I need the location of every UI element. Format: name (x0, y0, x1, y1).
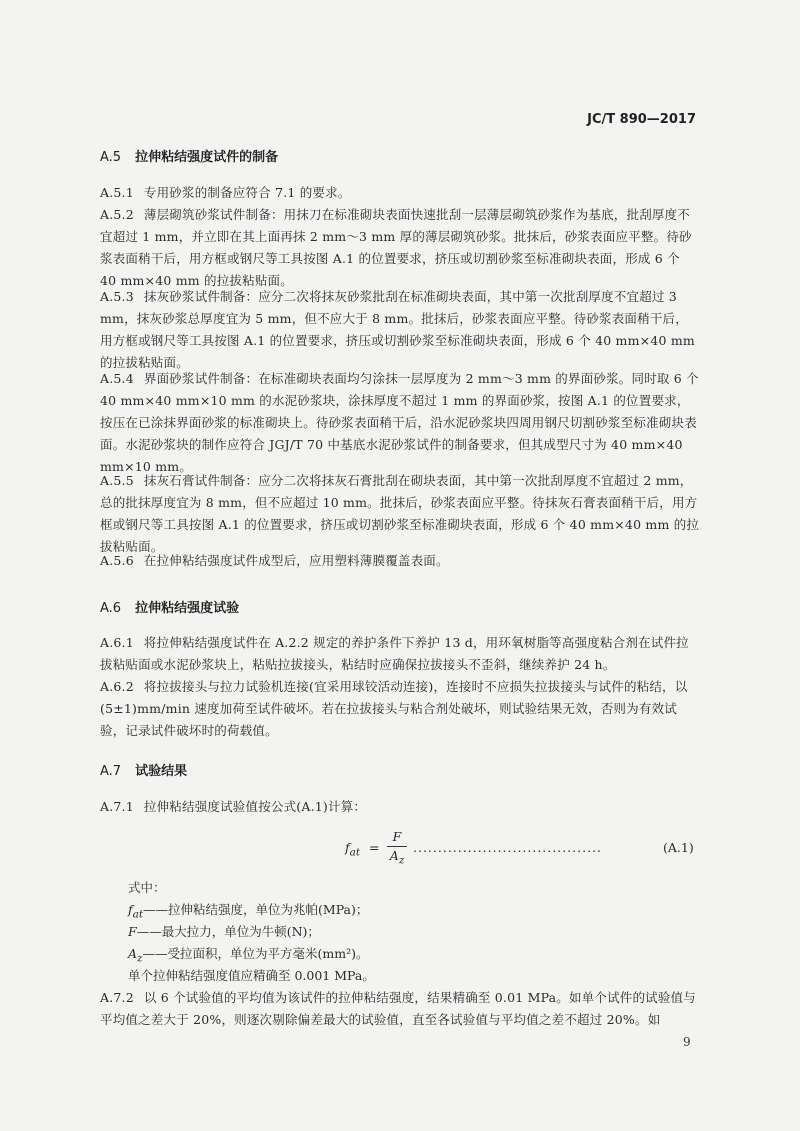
section-heading-a7 (100, 760, 187, 779)
clause-text: 专用砂浆的制备应符合 7.1 的要求。 (143, 185, 351, 200)
section-title: 拉伸粘结强度试件的制备 (135, 150, 279, 165)
clause-number: A.5.2 (100, 207, 134, 222)
formula-equals: = (369, 840, 380, 855)
clause-a7-1 (100, 796, 700, 818)
where-item-F: F——最大拉力，单位为牛顿(N)； (128, 924, 320, 939)
section-number: A.7 (100, 764, 122, 779)
section-heading-a5 (100, 146, 278, 165)
clause-number: A.7.1 (100, 799, 134, 814)
clause-text: 抹灰砂浆试件制备：应分二次将抹灰砂浆批刮在标准砌块表面，其中第一次批刮厚度不宜超过 3 mm，抹灰砂浆总厚度宜为 5 mm，但不应大于 8 mm。批抹后，砂浆表面应平整。待砂浆表面稍干后，用方框或钢尺等工具按图 A.1 的位置要求，挤压或切割砂浆至标准砌块表面，形成 6 个 40 mm×40 mm 的拉拔粘贴面。 (100, 289, 695, 370)
section-title: 拉伸粘结强度试验 (135, 601, 240, 616)
where-item-A: $A_z——$受拉面积，单位为平方毫米(mm²)。 (128, 946, 369, 965)
formula-numerator: F (392, 829, 402, 844)
clause-number: A.5.1 (100, 185, 134, 200)
clause-text: 薄层砌筑砂浆试件制备：用抹刀在标准砌块表面快速批刮一层薄层砌筑砂浆作为基底，批刮厚度不宜超过 1 mm，并立即在其上面再抹 2 mm～3 mm 厚的薄层砌筑砂浆。批抹后，砂浆表面应平整。待砂浆表面稍干后，用方框或钢尺等工具按图 A.1 的位置要求，挤压或切割砂浆至标准砌块表面，形成 6 个 40 mm×40 mm 的拉拔粘贴面。 (100, 207, 692, 288)
clause-number: A.5.5 (100, 473, 134, 488)
clause-number: A.5.4 (100, 371, 134, 386)
clause-a5-2 (100, 204, 700, 292)
where-item-f: $f_{at}——$拉伸粘结强度，单位为兆帕(MPa)； (128, 902, 369, 921)
clause-number: A.6.2 (100, 679, 134, 694)
section-heading-a6 (100, 597, 239, 629)
clause-text: 界面砂浆试件制备：在标准砌块表面均匀涂抹一层厚度为 2 mm～3 mm 的界面砂浆。同时取 6 个 40 mm×40 mm×10 mm 的水泥砂浆块，涂抹厚度不超过 1 mm 的界面砂浆，按图 A.1 的位置要求，按压在已涂抹界面砂浆的标准砌块上。待砂浆表面稍干后，沿水泥砂浆块四周用钢尺切割砂浆至标准砌块表面。水泥砂浆块的制作应符合 JGJ/T 70 中基底水泥砂浆试件的制备要求，但其成型尺寸为 40 mm×40 mm×10 mm。 (100, 371, 699, 474)
clause-number: A.7.2 (100, 990, 134, 1005)
clause-number: A.6.1 (100, 635, 134, 650)
clause-number: A.5.3 (100, 289, 134, 304)
clause-text: 在拉伸粘结强度试件成型后，应用塑料薄膜覆盖表面。 (143, 553, 449, 568)
section-number: A.6 (100, 601, 122, 616)
clause-text: 拉伸粘结强度试验值按公式(A.1)计算： (143, 799, 367, 814)
formula-fraction (387, 828, 407, 870)
formula-lhs: $f_{at}$ (345, 840, 361, 859)
clause-a6-1 (100, 632, 700, 676)
section-title: 试验结果 (135, 764, 188, 779)
clause-a5-4 (100, 368, 700, 478)
where-note: 单个拉伸粘结强度值应精确至 0.001 MPa。 (128, 968, 375, 983)
clause-a7-2 (100, 987, 700, 1031)
formula-denominator: $A_z$ (389, 848, 405, 867)
where-intro: 式中： (128, 880, 166, 895)
clause-a5-3 (100, 286, 700, 374)
clause-a5-5 (100, 470, 700, 558)
standard-code: JC/T 890—2017 (587, 112, 696, 127)
clause-text: 抹灰石膏试件制备：应分二次将抹灰石膏批刮在砌块表面，其中第一次批刮厚度不宜超过 2 mm，总的批抹厚度宜为 8 mm，但不应超过 10 mm。批抹后，砂浆表面应平整。待抹灰石膏表面稍干后，用方框或钢尺等工具按图 A.1 的位置要求，挤压或切割砂浆至标准砌块表面，形成 6 个 40 mm×40 mm 的拉拔粘贴面。 (100, 473, 700, 554)
formula-leader-dots: ...................................... (413, 840, 602, 855)
clause-a5-1 (100, 182, 700, 204)
clause-a5-6 (100, 550, 700, 572)
clause-text: 将拉拔接头与拉力试验机连接(宜采用球铰活动连接)，连接时不应损失拉拔接头与试件的粘结，以(5±1)mm/min 速度加荷至试件破坏。若在拉拔接头与粘合剂处破坏，则试验结果无效，否则为有效试验，记录试件破坏时的荷载值。 (100, 679, 688, 738)
clause-number: A.5.6 (100, 553, 134, 568)
formula-number: (A.1) (663, 840, 694, 855)
section-number: A.5 (100, 150, 122, 165)
clause-a6-2 (100, 676, 700, 742)
clause-text: 以 6 个试验值的平均值为该试件的拉伸粘结强度，结果精确至 0.01 MPa。如单个试件的试验值与平均值之差大于 20%，则逐次剔除偏差最大的试验值，直至各试验值与平均值之差不超过 20%。如 (100, 990, 696, 1027)
page-number: 9 (683, 1035, 691, 1049)
formula-a1 (345, 828, 705, 868)
clause-text: 将拉伸粘结强度试件在 A.2.2 规定的养护条件下养护 13 d，用环氧树脂等高强度粘合剂在试件拉拔粘贴面或水泥砂浆块上，粘贴拉拔接头，粘结时应确保拉拔接头不歪斜，继续养护 24 h。 (100, 635, 689, 672)
